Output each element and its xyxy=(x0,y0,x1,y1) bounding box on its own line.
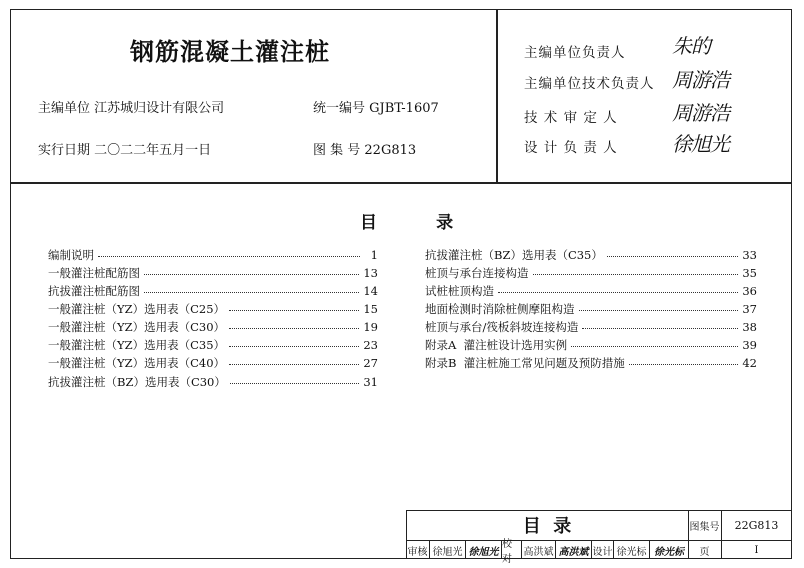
signoff-signature-4: 徐旭光 xyxy=(672,132,729,156)
toc-entry-title: 一般灌注桩（YZ）选用表（C40） xyxy=(48,355,226,370)
page-label: 页 xyxy=(699,546,710,558)
toc-leader-dots xyxy=(144,292,359,293)
toc-entry-page: 19 xyxy=(363,319,378,334)
toc-entry[interactable] xyxy=(48,263,378,282)
toc-entry-title: 桩顶与承台/筏板斜坡连接构造 xyxy=(425,319,579,334)
toc-entry[interactable] xyxy=(48,317,378,336)
unified-number: 统一编号 GJBT-1607 xyxy=(313,101,439,116)
signoff-role-3: 技 术 审 定 人 xyxy=(524,110,618,126)
toc-entry[interactable] xyxy=(425,353,757,372)
toc-leader-dots xyxy=(571,346,738,347)
toc-leader-dots xyxy=(229,346,359,347)
review-signature: 徐旭光 xyxy=(466,541,502,559)
toc-leader-dots xyxy=(229,328,359,329)
toc-leader-dots xyxy=(582,328,738,329)
toc-entry-title: 抗拔灌注桩（BZ）选用表（C30） xyxy=(48,374,226,389)
toc-entry[interactable] xyxy=(48,281,378,300)
toc-entry[interactable] xyxy=(425,245,757,264)
sheet-title: 目 录 xyxy=(522,516,572,537)
toc-leader-dots xyxy=(144,274,359,275)
toc-entry[interactable] xyxy=(48,245,378,264)
review-name: 徐旭光 xyxy=(430,541,466,559)
toc-entry-page: 33 xyxy=(742,247,757,262)
toc-entry-page: 36 xyxy=(742,283,757,298)
toc-entry-page: 39 xyxy=(742,337,757,352)
toc-entry[interactable] xyxy=(48,353,378,372)
document-title: 钢筋混凝土灌注桩 xyxy=(130,37,330,66)
toc-entry-title: 地面检测时消除桩侧摩阻构造 xyxy=(425,301,575,316)
toc-entry-title: 附录A 灌注桩设计选用实例 xyxy=(425,337,568,352)
toc-entry-page: 37 xyxy=(742,301,757,316)
toc-entry-page: 23 xyxy=(363,337,378,352)
page-value: I xyxy=(754,544,759,556)
toc-leader-dots xyxy=(98,256,360,257)
signoff-role-2: 主编单位技术负责人 xyxy=(524,76,655,92)
toc-leader-dots xyxy=(498,292,738,293)
toc-entry[interactable] xyxy=(425,317,757,336)
toc-entry[interactable] xyxy=(48,299,378,318)
toc-entry-page: 31 xyxy=(363,374,378,389)
toc-entry[interactable] xyxy=(425,263,757,282)
toc-entry[interactable] xyxy=(48,372,378,391)
check-signature: 高洪斌 xyxy=(556,541,592,559)
toc-entry[interactable] xyxy=(425,335,757,354)
toc-entry-title: 附录B 灌注桩施工常见问题及预防措施 xyxy=(425,355,625,370)
toc-entry-title: 一般灌注桩配筋图 xyxy=(48,265,140,280)
toc-leader-dots xyxy=(533,274,739,275)
design-name: 徐光标 xyxy=(614,541,650,559)
toc-entry-page: 14 xyxy=(363,283,378,298)
toc-entry-page: 15 xyxy=(363,301,378,316)
toc-entry[interactable] xyxy=(48,335,378,354)
toc-entry-title: 一般灌注桩（YZ）选用表（C35） xyxy=(48,337,226,352)
signoff-signature-1: 朱的 xyxy=(672,34,710,58)
toc-entry-title: 一般灌注桩（YZ）选用表（C30） xyxy=(48,319,226,334)
check-label: 校对 xyxy=(502,541,522,559)
atlas-number: 图 集 号 22G813 xyxy=(313,143,417,158)
toc-entry-page: 35 xyxy=(742,265,757,280)
header-divider xyxy=(10,182,792,184)
atlas-value: 22G813 xyxy=(734,518,779,532)
toc-heading: 目 录 xyxy=(360,213,454,233)
toc-entry-page: 38 xyxy=(742,319,757,334)
editor-unit: 主编单位 江苏城归设计有限公司 xyxy=(38,101,225,116)
toc-entry[interactable] xyxy=(425,281,757,300)
toc-leader-dots xyxy=(607,256,738,257)
toc-entry-page: 27 xyxy=(363,355,378,370)
toc-entry-title: 抗拔灌注桩配筋图 xyxy=(48,283,140,298)
toc-leader-dots xyxy=(230,383,359,384)
toc-entry-title: 编制说明 xyxy=(48,247,94,262)
header-vertical-divider xyxy=(496,9,498,183)
toc-entry-page: 42 xyxy=(742,355,757,370)
signoff-role-1: 主编单位负责人 xyxy=(524,45,626,61)
signoff-signature-2: 周游浩 xyxy=(672,68,729,92)
toc-entry-title: 抗拔灌注桩（BZ）选用表（C35） xyxy=(425,247,603,262)
toc-leader-dots xyxy=(579,310,739,311)
toc-leader-dots xyxy=(629,364,739,365)
toc-entry-page: 13 xyxy=(363,265,378,280)
toc-entry-title: 桩顶与承台连接构造 xyxy=(425,265,529,280)
signoff-signature-3: 周游浩 xyxy=(672,101,729,125)
check-name: 高洪斌 xyxy=(522,541,556,559)
atlas-label: 图集号 xyxy=(689,521,720,533)
effective-date: 实行日期 二〇二二年五月一日 xyxy=(38,143,212,158)
toc-leader-dots xyxy=(229,364,359,365)
toc-entry-title: 一般灌注桩（YZ）选用表（C25） xyxy=(48,301,226,316)
toc-entry[interactable] xyxy=(425,299,757,318)
signoff-role-4: 设 计 负 责 人 xyxy=(524,140,618,156)
toc-entry-page: 1 xyxy=(370,247,378,262)
toc-leader-dots xyxy=(229,310,359,311)
review-label: 审核 xyxy=(406,541,430,559)
toc-entry-title: 试桩桩顶构造 xyxy=(425,283,494,298)
design-label: 设计 xyxy=(592,541,614,559)
design-signature: 徐光标 xyxy=(654,546,684,558)
